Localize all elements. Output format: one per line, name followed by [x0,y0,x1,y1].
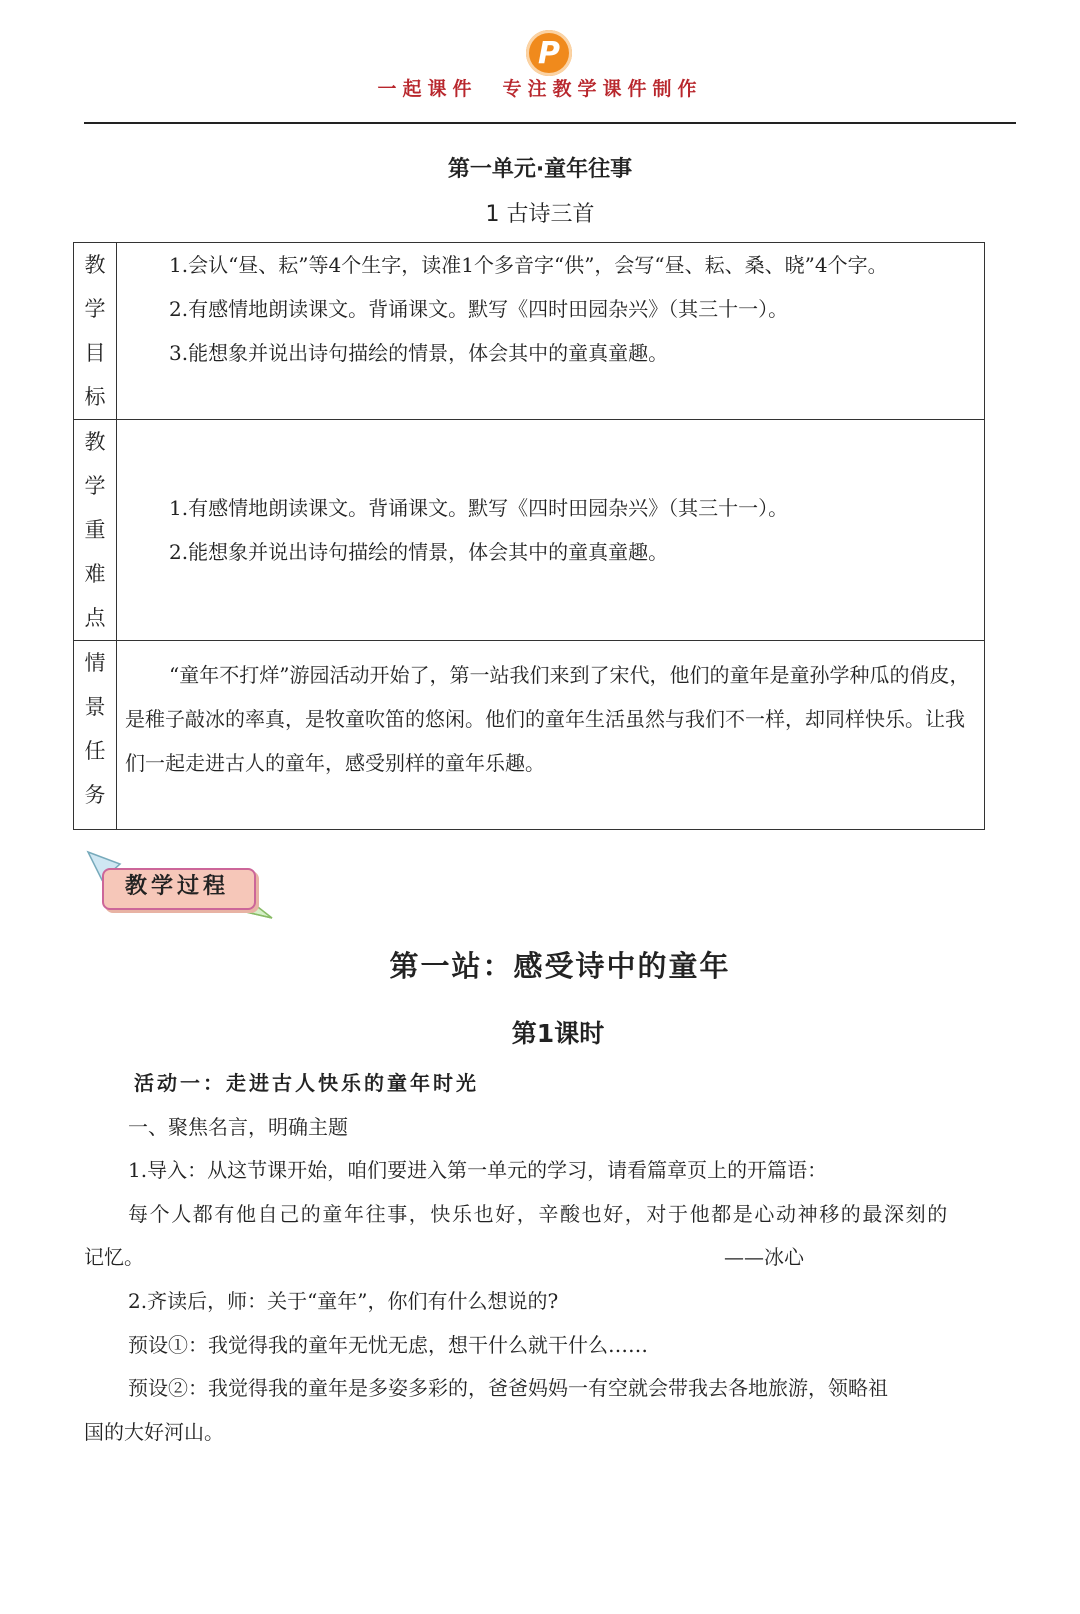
quote-line: 记忆。 ——冰心 [84,1236,984,1280]
lesson-body [84,1062,984,1454]
scenario-label: 情 景 任 务 [74,641,117,830]
logo-icon: P [526,30,572,76]
table-row [74,420,985,641]
key-points-label: 教 学 重 难 点 [74,420,117,641]
lesson-title: 1 古诗三首 [485,202,595,227]
activity-heading: 活动一：走进古人快乐的童年时光 [134,1071,479,1095]
period-title: 第1课时 [511,1019,605,1048]
badge-label: 教学过程 [124,874,229,899]
goal-item: 2.有感情地朗读课文。背诵课文。默写《四时田园杂兴》（其三十一）。 [169,297,789,321]
key-point-item: 1.有感情地朗读课文。背诵课文。默写《四时田园杂兴》（其三十一）。 [169,496,789,520]
preset-paragraph: 预设①：我觉得我的童年无忧无虑，想干什么就干什么…… [128,1332,648,1357]
intro-paragraph: 1.导入：从这节课开始，咱们要进入第一单元的学习，请看篇章页上的开篇语： [128,1158,828,1183]
table-row [74,641,985,830]
scenario-content [117,641,985,830]
goal-item: 1.会认“昼、耘”等4个生字，读准1个多音字“供”，会写“昼、耘、桑、晓”4个字。 [169,253,888,277]
goals-label: 教 学 目 标 [74,243,117,420]
preset-paragraph: 预设②：我觉得我的童年是多姿多彩的，爸爸妈妈一有空就会带我去各地旅游，领略祖 [128,1376,888,1401]
table-row [74,243,985,420]
key-point-item: 2.能想象并说出诗句描绘的情景，体会其中的童真童趣。 [169,540,669,564]
section-heading: 一、聚焦名言，明确主题 [128,1114,348,1139]
unit-title: 第一单元·童年往事 [447,157,633,182]
quote-line: 每个人都有他自己的童年往事，快乐也好，辛酸也好，对于他都是心动神移的最深刻的 [128,1201,949,1226]
key-points-content [117,420,985,641]
header-tagline: 一起课件 专注教学课件制作 [377,78,703,100]
quote-author: ——冰心 [724,1245,804,1270]
teaching-process-badge [86,850,276,922]
goal-item: 3.能想象并说出诗句描绘的情景，体会其中的童真童趣。 [169,341,669,365]
objectives-table [73,242,985,830]
goals-content [117,243,985,420]
header-divider [84,122,1016,124]
scenario-text: “童年不打烊”游园活动开始了，第一站我们来到了宋代，他们的童年是童孙学种瓜的俏皮，是稚子敲冰的率真，是牧童吹笛的悠闲。他们的童年生活虽然与我们不一样，却同样快乐。让我们一起走进古人的童年，感受别样的童年乐趣。 [125,663,970,775]
preset-paragraph: 国的大好河山。 [84,1419,224,1444]
station-title: 第一站：感受诗中的童年 [389,949,731,983]
step-paragraph: 2.齐读后，师：关于“童年”，你们有什么想说的? [128,1288,559,1313]
